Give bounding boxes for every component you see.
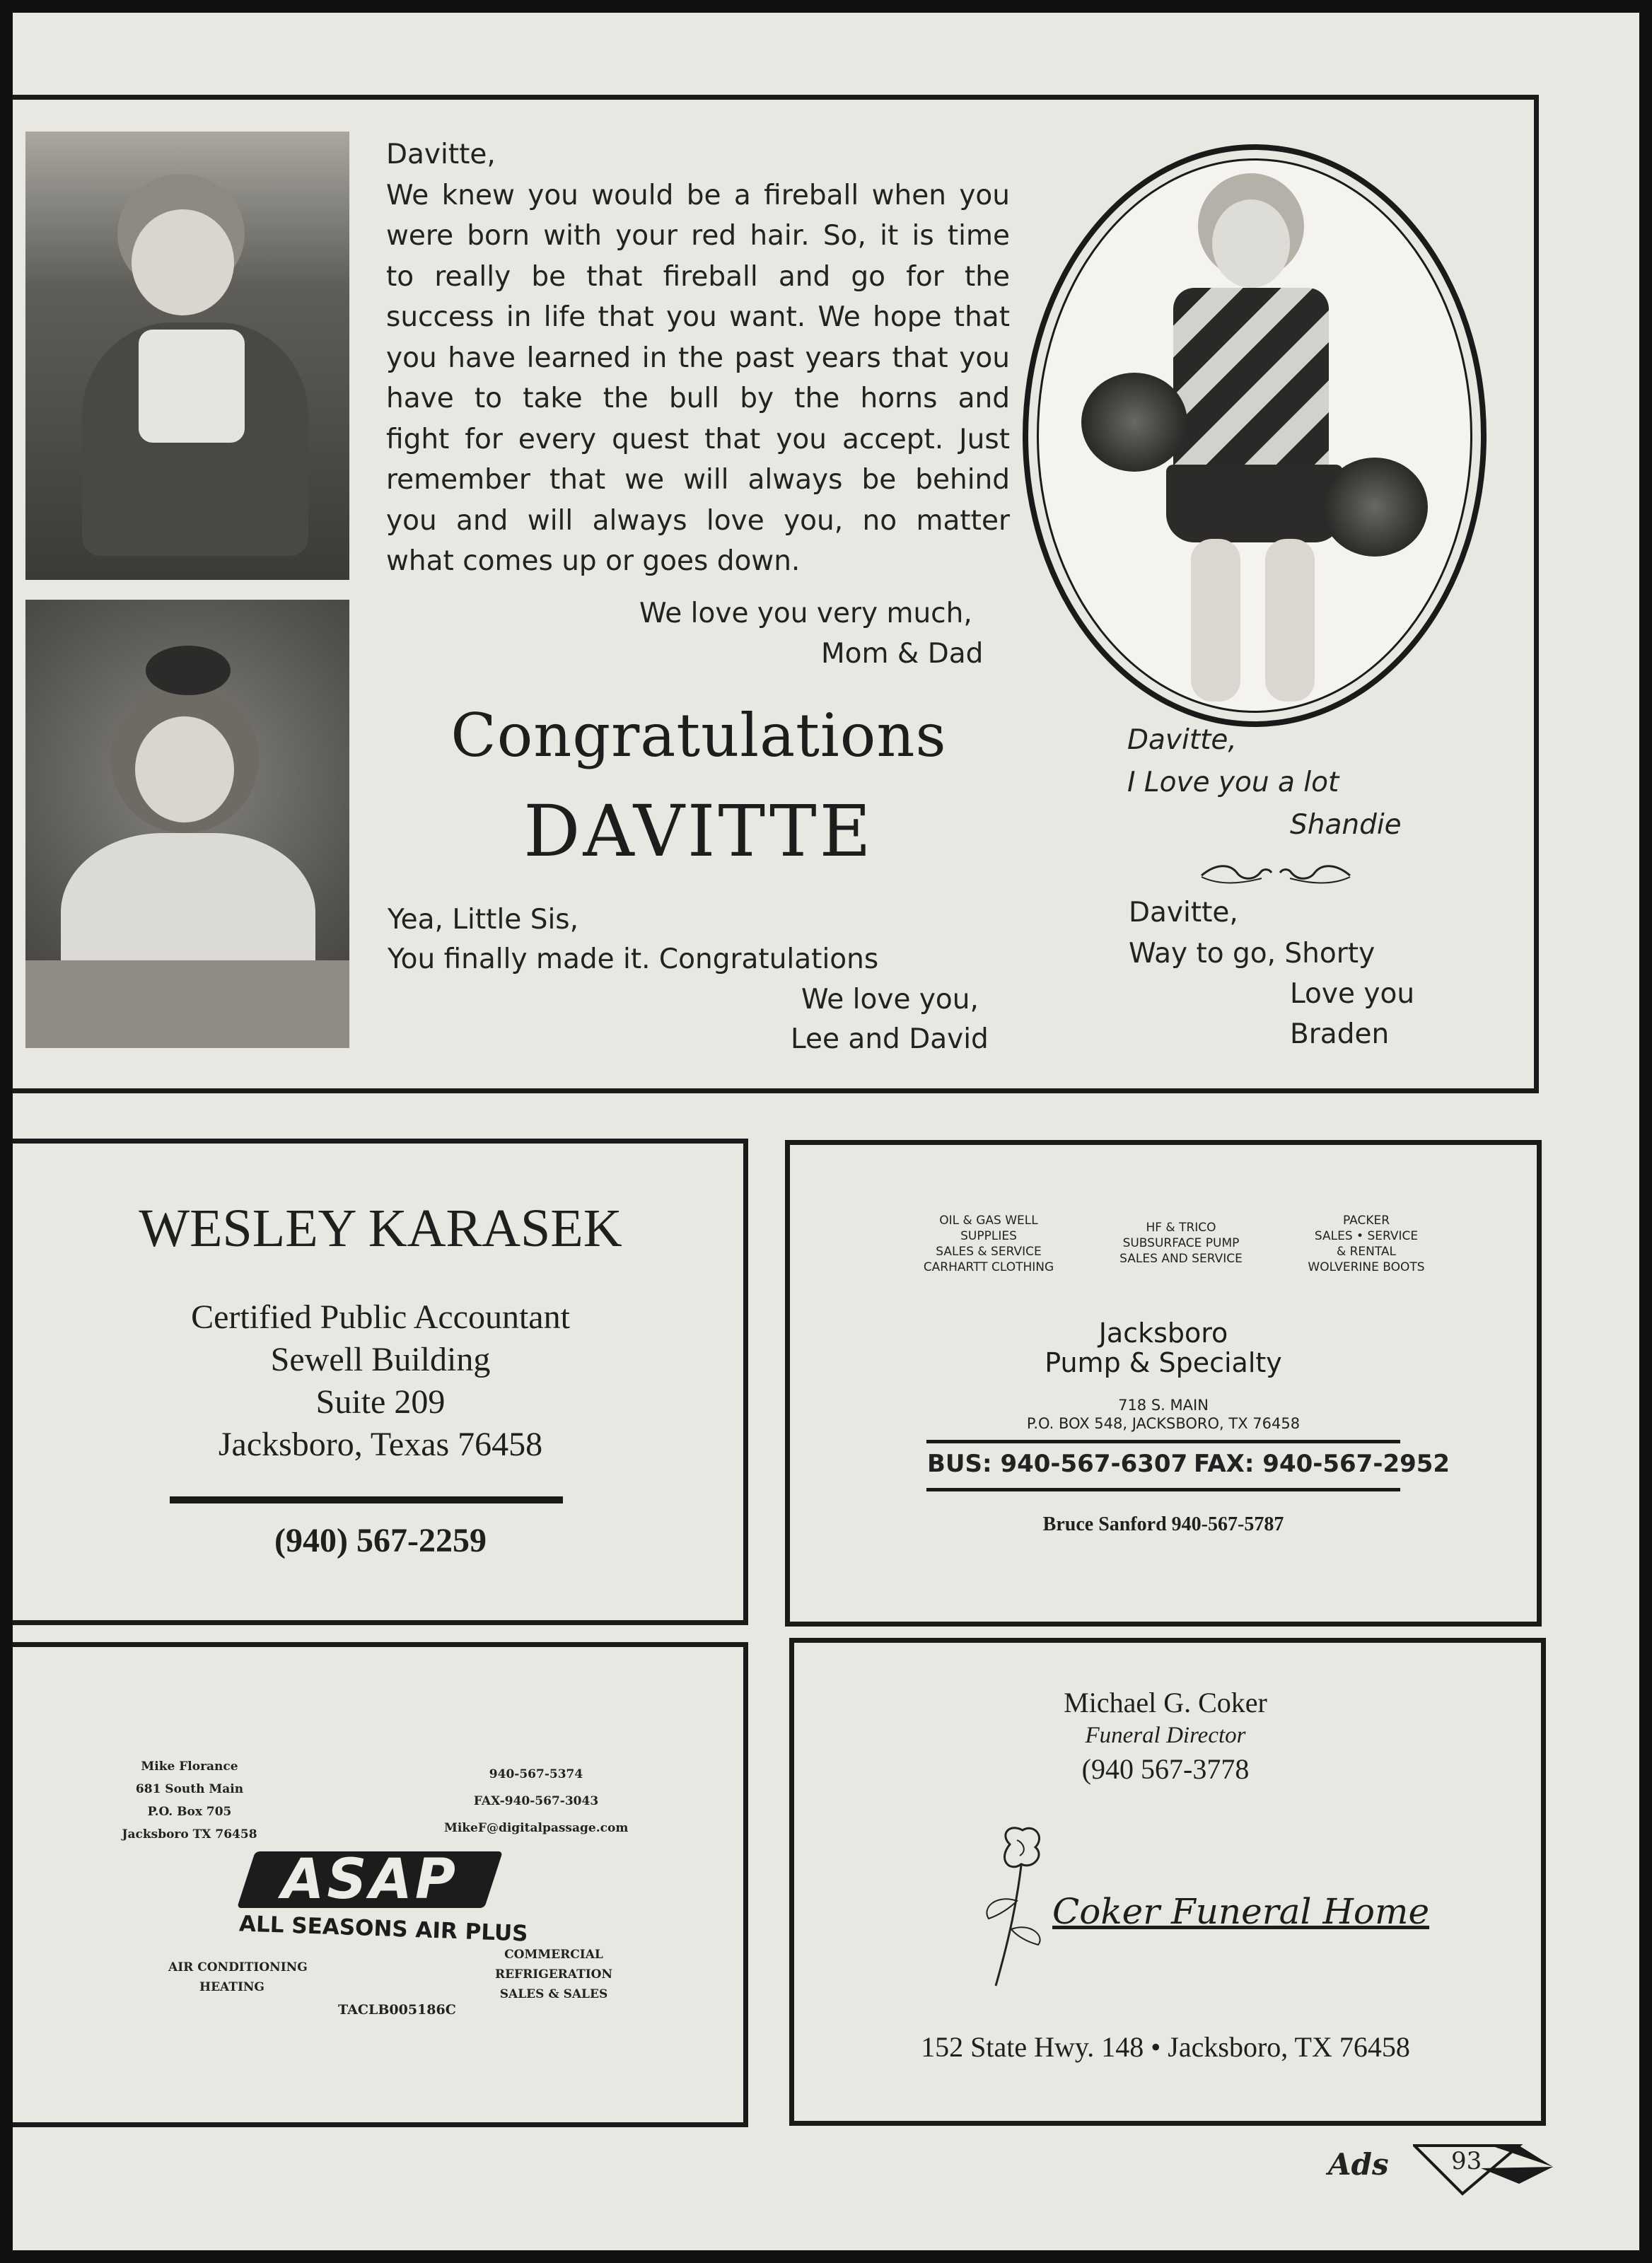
letter-line: success in life that you want. We hope that <box>386 301 1010 333</box>
cheerleader-photo <box>1037 158 1472 713</box>
pump-services-col2: HF & TRICO SUBSURFACE PUMP SALES AND SERVICE <box>1119 1221 1243 1266</box>
karasek-name: WESLEY KARASEK <box>139 1199 622 1258</box>
asap-phones: 940-567-5374 FAX-940-567-3043 MikeF@digitalpassage.com <box>444 1767 629 1835</box>
coker-name: Michael G. Coker <box>1064 1687 1267 1718</box>
braden-signature: Braden <box>1290 1018 1390 1050</box>
karasek-title: Certified Public Accountant <box>191 1298 570 1336</box>
letter-line: fight for every quest that you accept. Just <box>386 423 1010 455</box>
braden-line: Way to go, Shorty <box>1129 938 1375 970</box>
letter-line: you and will always love you, no matter <box>386 504 1010 537</box>
letter-signature: Mom & Dad <box>821 638 984 670</box>
flourish-divider <box>1198 860 1354 888</box>
pump-name-line2: Pump & Specialty <box>1045 1347 1282 1378</box>
sibling-note-closing: We love you, <box>801 984 979 1016</box>
shandie-signature: Shandie <box>1290 809 1402 841</box>
coker-phone: (940 567-3778 <box>1081 1753 1250 1785</box>
letter-closing: We love you very much, <box>639 598 972 629</box>
pump-rule-top <box>926 1440 1400 1443</box>
karasek-city: Jacksboro, Texas 76458 <box>218 1426 543 1463</box>
asap-logo: ASAP <box>281 1848 459 1912</box>
shandie-greeting: Davitte, <box>1127 724 1237 756</box>
letter-greeting: Davitte, <box>386 139 496 170</box>
braden-closing: Love you <box>1290 978 1415 1010</box>
coker-title: Funeral Director <box>1085 1723 1246 1748</box>
asap-right-services: COMMERCIAL REFRIGERATION SALES & SALES <box>494 1948 613 2001</box>
karasek-suite: Suite 209 <box>315 1383 446 1421</box>
shandie-line: I Love you a lot <box>1127 767 1339 798</box>
parent-letter <box>386 134 1010 582</box>
pump-address1: 718 S. MAIN <box>1118 1397 1209 1414</box>
pump-contact: Bruce Sanford 940-567-5787 <box>1042 1513 1284 1535</box>
page-number-pennant-icon <box>1413 2143 1554 2199</box>
pump-services-col1: OIL & GAS WELL SUPPLIES SALES & SERVICE CARHARTT CLOTHING <box>923 1214 1054 1274</box>
karasek-divider <box>170 1496 563 1503</box>
letter-line: to really be that fireball and go for the <box>386 260 1010 293</box>
asap-contact: Mike Florance 681 South Main P.O. Box 705 Jacksboro TX 76458 <box>122 1759 257 1842</box>
baby-photo <box>25 132 349 580</box>
asap-license: TACLB005186C <box>338 2002 456 2018</box>
pump-rule-bottom <box>926 1488 1400 1491</box>
davitte-heading: DAVITTE <box>523 790 874 873</box>
asap-tagline: ALL SEASONS AIR PLUS <box>238 1911 529 1947</box>
letter-line: what comes up or goes down. <box>386 545 801 577</box>
pump-name-line1: Jacksboro <box>1098 1317 1228 1349</box>
pump-address2: P.O. BOX 548, JACKSBORO, TX 76458 <box>1026 1415 1301 1432</box>
letter-line: have to take the bull by the horns and <box>386 383 1010 414</box>
child-photo <box>25 600 349 1048</box>
sibling-note-line1: Yea, Little Sis, <box>388 904 579 936</box>
congratulations-heading: Congratulations <box>450 701 947 770</box>
pump-fax: FAX: 940-567-2952 <box>1194 1450 1450 1478</box>
karasek-phone: (940) 567-2259 <box>274 1522 487 1559</box>
letter-line: We knew you would be a fireball when you <box>386 179 1010 211</box>
pump-services-col3: PACKER SALES • SERVICE & RENTAL WOLVERINE BOOTS <box>1308 1214 1425 1274</box>
braden-greeting: Davitte, <box>1129 897 1238 929</box>
letter-line: were born with your red hair. So, it is time <box>386 220 1010 252</box>
karasek-building: Sewell Building <box>270 1341 491 1378</box>
letter-line: you have learned in the past years that you <box>386 342 1010 374</box>
pump-bus-phone: BUS: 940-567-6307 <box>927 1450 1188 1478</box>
rose-icon <box>967 1823 1066 1993</box>
coker-logo: Coker Funeral Home <box>1052 1891 1430 1932</box>
sibling-note-signature: Lee and David <box>791 1023 989 1055</box>
page-number: 93 <box>1451 2147 1482 2175</box>
asap-left-services: AIR CONDITIONING HEATING <box>168 1960 308 1994</box>
sibling-note-line2: You finally made it. Congratulations <box>388 943 879 975</box>
yearbook-page <box>13 13 1639 2250</box>
letter-line: remember that we will always be behind <box>386 464 1010 496</box>
footer-section-label: Ads <box>1328 2147 1389 2182</box>
coker-address: 152 State Hwy. 148 • Jacksboro, TX 76458 <box>921 2031 1410 2063</box>
